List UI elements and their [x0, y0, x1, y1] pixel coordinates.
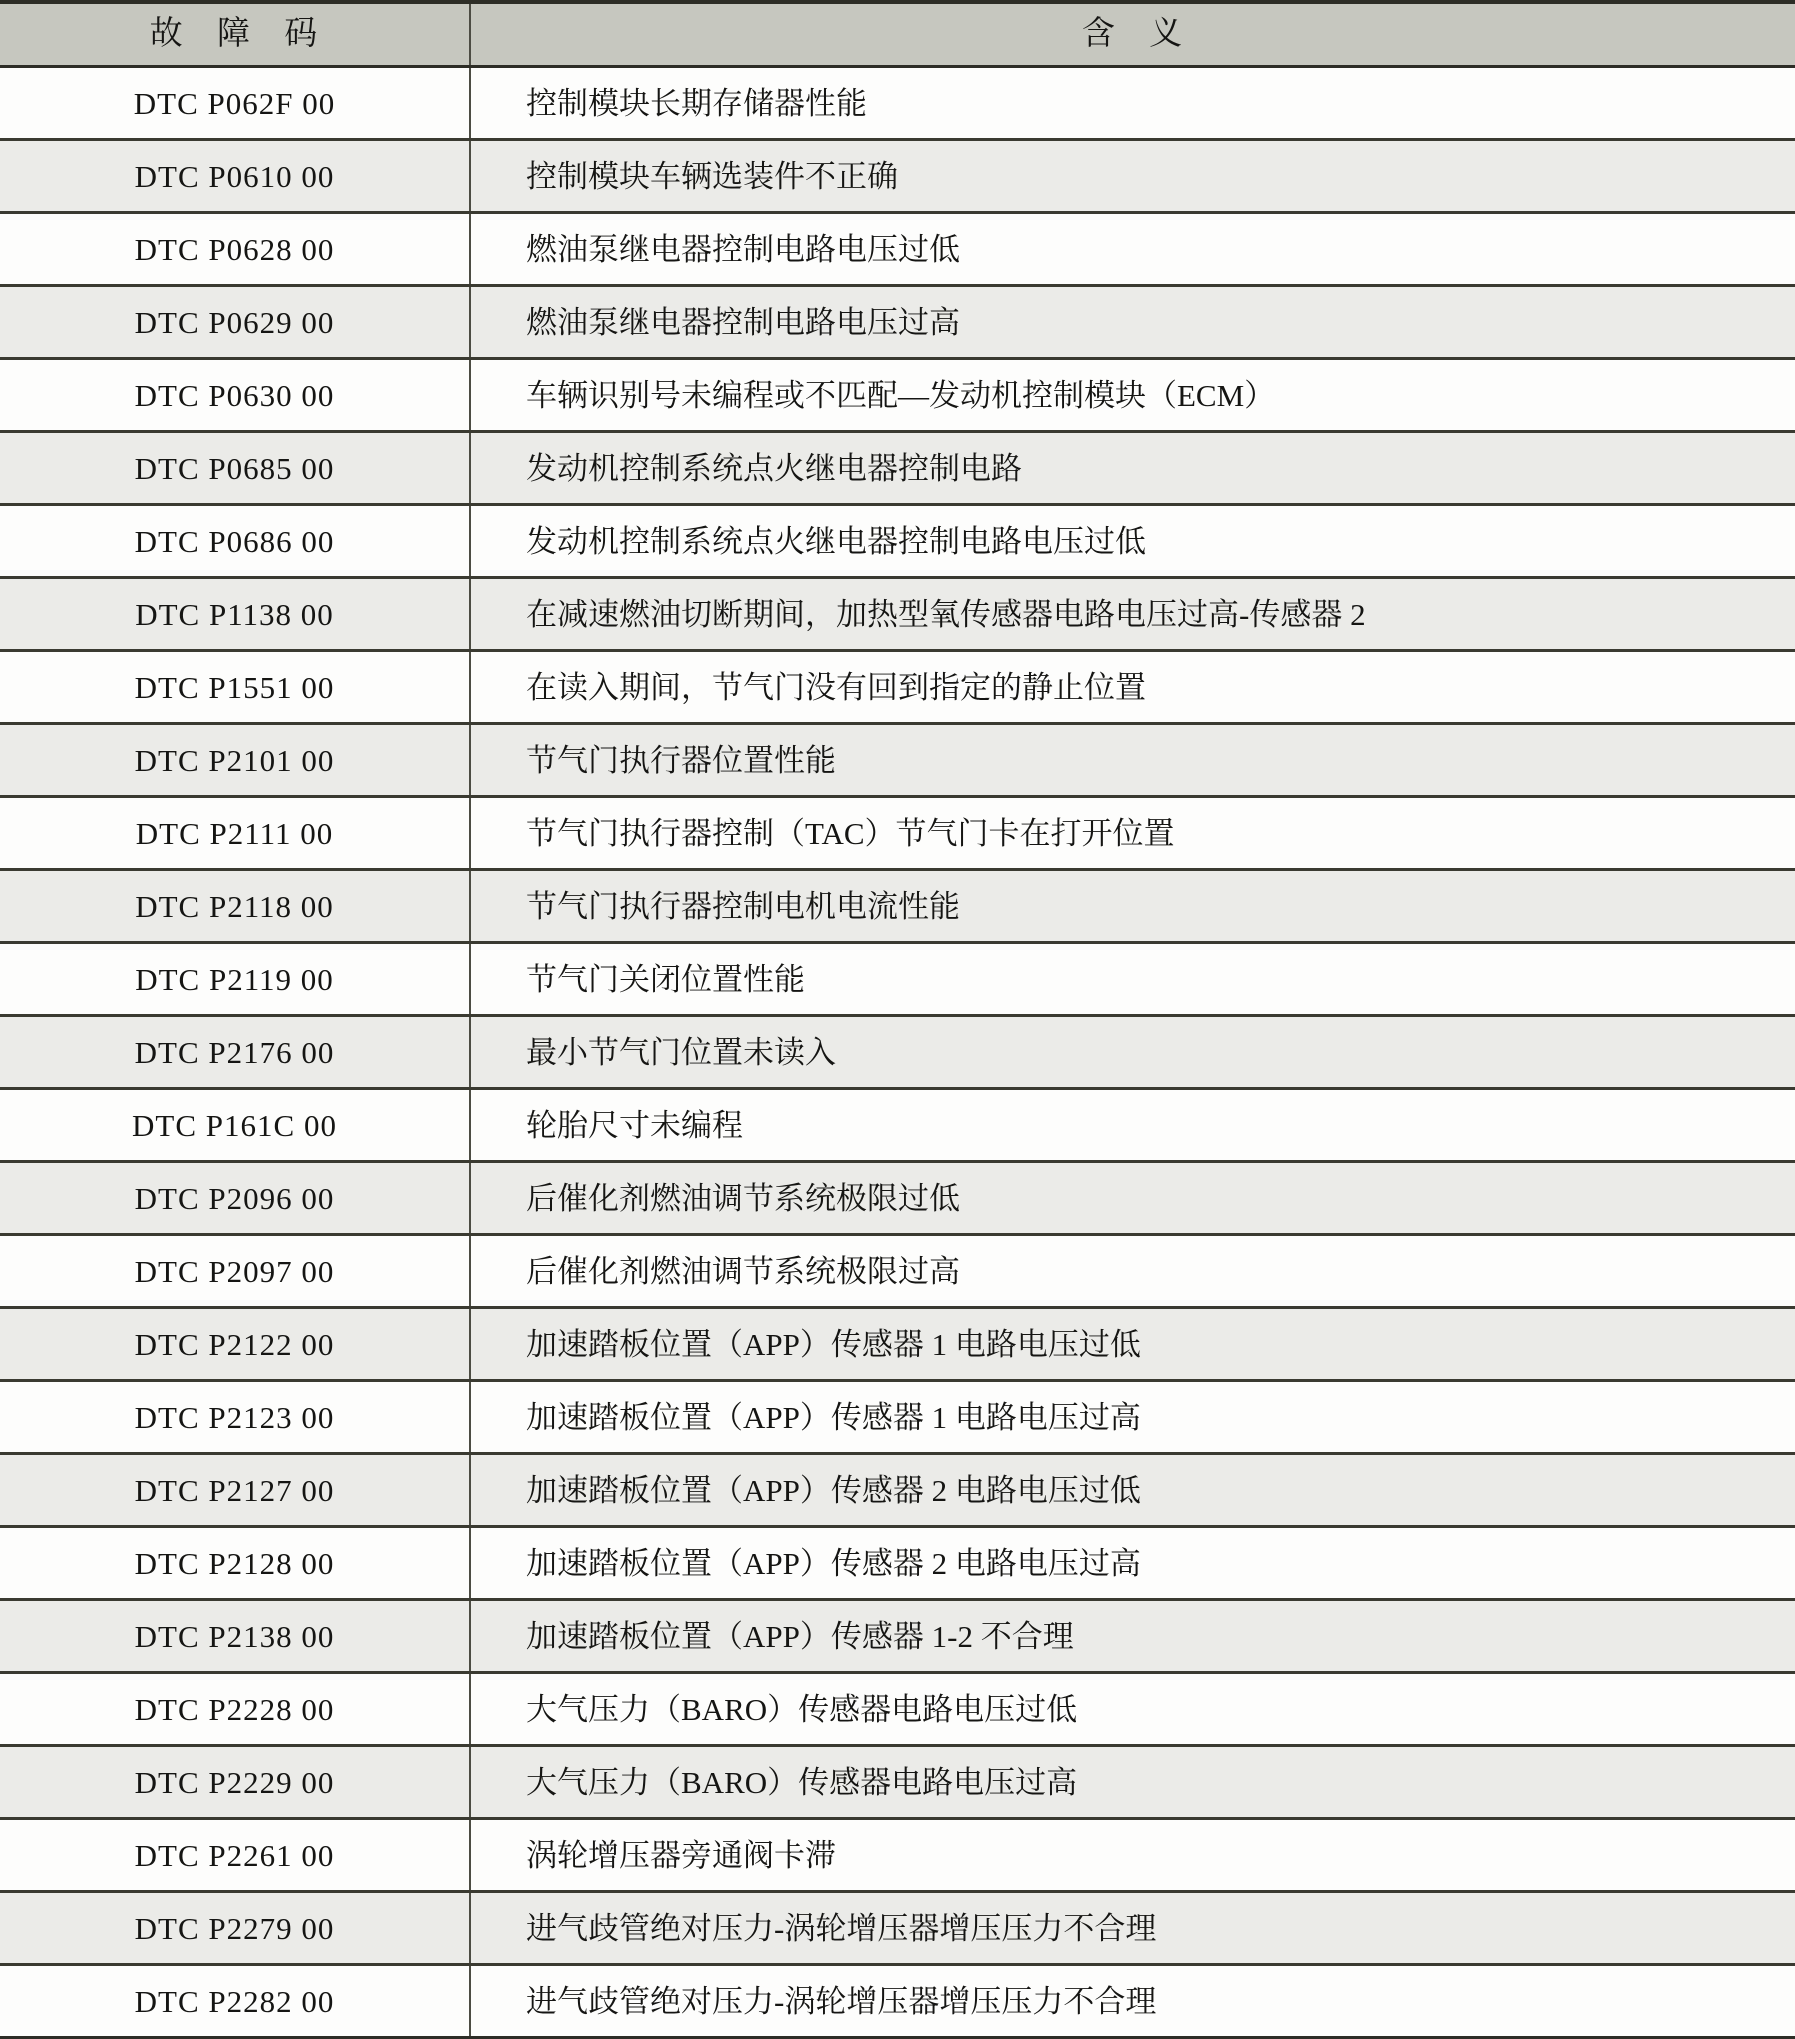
meaning-cell: 节气门执行器控制（TAC）节气门卡在打开位置	[526, 815, 1175, 851]
table-row	[0, 798, 1795, 871]
fault-code-cell: DTC P2228 00	[0, 1674, 471, 1744]
meaning-cell: 发动机控制系统点火继电器控制电路	[526, 450, 1022, 486]
table-row	[0, 944, 1795, 1017]
fault-code-cell: DTC P161C 00	[0, 1090, 471, 1160]
meaning-cell: 加速踏板位置（APP）传感器 2 电路电压过高	[526, 1545, 1141, 1581]
header-fault-code: 故 障 码	[0, 4, 471, 65]
fault-code-cell: DTC P2111 00	[0, 798, 471, 868]
meaning-cell: 车辆识别号未编程或不匹配—发动机控制模块（ECM）	[526, 377, 1276, 413]
table-row	[0, 1601, 1795, 1674]
fault-code-cell: DTC P2176 00	[0, 1017, 471, 1087]
fault-code-cell: DTC P2138 00	[0, 1601, 471, 1671]
fault-code-cell: DTC P2097 00	[0, 1236, 471, 1306]
table-row	[0, 287, 1795, 360]
table-row	[0, 68, 1795, 141]
fault-code-cell: DTC P2119 00	[0, 944, 471, 1014]
table-row	[0, 1163, 1795, 1236]
fault-code-cell: DTC P0628 00	[0, 214, 471, 284]
meaning-cell: 涡轮增压器旁通阀卡滞	[526, 1837, 836, 1873]
meaning-cell: 发动机控制系统点火继电器控制电路电压过低	[526, 523, 1146, 559]
meaning-cell: 燃油泵继电器控制电路电压过高	[526, 304, 960, 340]
fault-code-cell: DTC P2101 00	[0, 725, 471, 795]
table-row	[0, 652, 1795, 725]
table-row	[0, 360, 1795, 433]
meaning-cell: 大气压力（BARO）传感器电路电压过高	[526, 1764, 1078, 1800]
meaning-cell: 控制模块长期存储器性能	[526, 85, 867, 121]
meaning-cell: 加速踏板位置（APP）传感器 1 电路电压过高	[526, 1399, 1141, 1435]
meaning-cell: 在读入期间，节气门没有回到指定的静止位置	[526, 669, 1146, 705]
fault-code-cell: DTC P1138 00	[0, 579, 471, 649]
meaning-cell: 后催化剂燃油调节系统极限过低	[526, 1180, 960, 1216]
table-row	[0, 579, 1795, 652]
fault-code-cell: DTC P2118 00	[0, 871, 471, 941]
meaning-cell: 加速踏板位置（APP）传感器 1 电路电压过低	[526, 1326, 1141, 1362]
table-row	[0, 1236, 1795, 1309]
fault-code-cell: DTC P1551 00	[0, 652, 471, 722]
meaning-cell: 在减速燃油切断期间，加热型氧传感器电路电压过高-传感器 2	[526, 596, 1366, 632]
meaning-cell: 最小节气门位置未读入	[526, 1034, 836, 1070]
fault-code-cell: DTC P2279 00	[0, 1893, 471, 1963]
header-meaning: 含 义	[1081, 16, 1185, 52]
fault-code-cell: DTC P2123 00	[0, 1382, 471, 1452]
table-row	[0, 1017, 1795, 1090]
table-row	[0, 141, 1795, 214]
table-row	[0, 1820, 1795, 1893]
meaning-cell: 轮胎尺寸未编程	[526, 1107, 743, 1143]
table-row	[0, 1382, 1795, 1455]
fault-code-cell: DTC P2096 00	[0, 1163, 471, 1233]
table-row	[0, 725, 1795, 798]
fault-code-cell: DTC P0610 00	[0, 141, 471, 211]
fault-code-cell: DTC P2282 00	[0, 1966, 471, 2036]
fault-code-cell: DTC P2229 00	[0, 1747, 471, 1817]
meaning-cell: 燃油泵继电器控制电路电压过低	[526, 231, 960, 267]
table-row	[0, 1747, 1795, 1820]
table-header-row	[0, 4, 1795, 68]
table-row	[0, 1893, 1795, 1966]
meaning-cell: 加速踏板位置（APP）传感器 2 电路电压过低	[526, 1472, 1141, 1508]
meaning-cell: 控制模块车辆选装件不正确	[526, 158, 898, 194]
table-row	[0, 1966, 1795, 2036]
table-row	[0, 1455, 1795, 1528]
fault-code-cell: DTC P2127 00	[0, 1455, 471, 1525]
fault-code-cell: DTC P2261 00	[0, 1820, 471, 1890]
table-row	[0, 1528, 1795, 1601]
table-row	[0, 1309, 1795, 1382]
table-row	[0, 214, 1795, 287]
fault-code-cell: DTC P062F 00	[0, 68, 471, 138]
meaning-cell: 后催化剂燃油调节系统极限过高	[526, 1253, 960, 1289]
table-row	[0, 871, 1795, 944]
meaning-cell: 加速踏板位置（APP）传感器 1-2 不合理	[526, 1618, 1074, 1654]
table-row	[0, 506, 1795, 579]
fault-code-cell: DTC P2122 00	[0, 1309, 471, 1379]
meaning-cell: 进气歧管绝对压力-涡轮增压器增压压力不合理	[526, 1910, 1157, 1946]
meaning-cell: 节气门执行器位置性能	[526, 742, 836, 778]
table-row	[0, 1674, 1795, 1747]
meaning-cell: 进气歧管绝对压力-涡轮增压器增压压力不合理	[526, 1983, 1157, 2019]
fault-code-cell: DTC P0630 00	[0, 360, 471, 430]
meaning-cell: 大气压力（BARO）传感器电路电压过低	[526, 1691, 1078, 1727]
table-body	[0, 68, 1795, 2036]
fault-code-cell: DTC P0686 00	[0, 506, 471, 576]
fault-code-cell: DTC P2128 00	[0, 1528, 471, 1598]
table-row	[0, 1090, 1795, 1163]
fault-code-cell: DTC P0685 00	[0, 433, 471, 503]
table-row	[0, 433, 1795, 506]
fault-code-cell: DTC P0629 00	[0, 287, 471, 357]
meaning-cell: 节气门关闭位置性能	[526, 961, 805, 997]
meaning-cell: 节气门执行器控制电机电流性能	[526, 888, 960, 924]
